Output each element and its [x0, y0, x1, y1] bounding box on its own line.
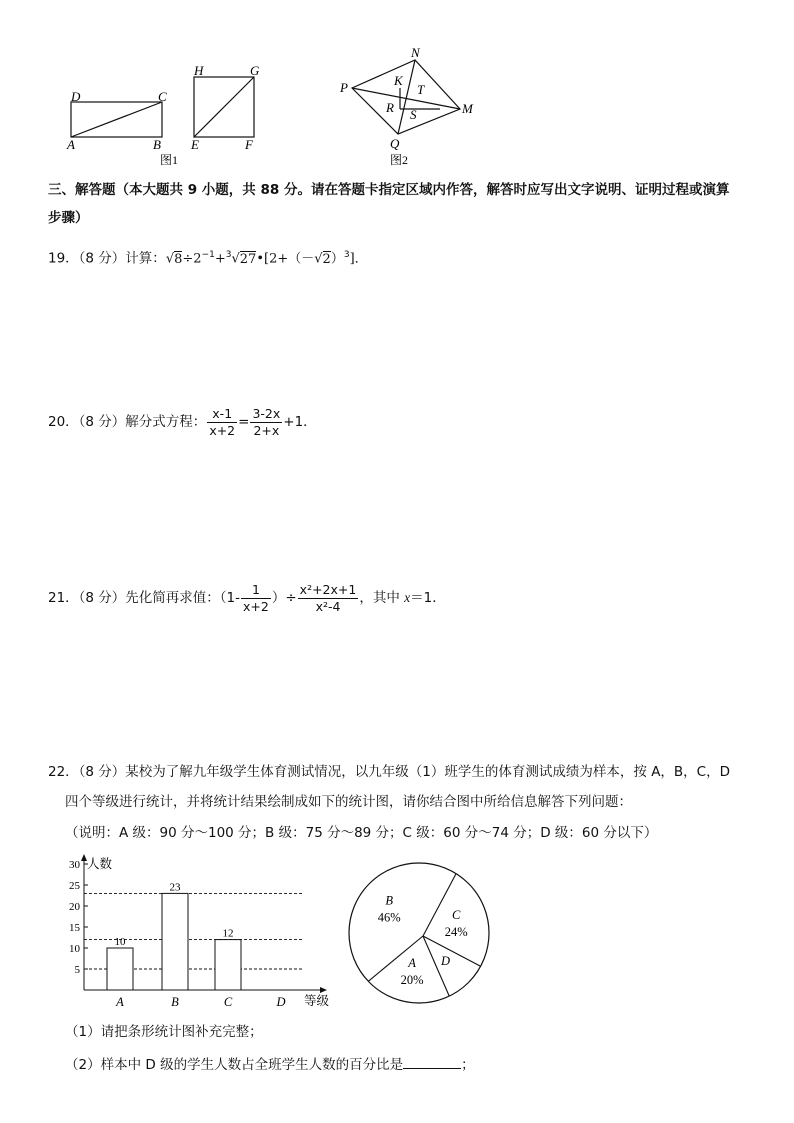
q21-var: x: [404, 590, 411, 605]
slice-percent-B: 46%: [377, 910, 401, 925]
figure-2-caption: 图2: [390, 153, 409, 167]
q19-div: ÷2: [182, 251, 202, 267]
q20-rhs-fraction: $\frac{3-2x}{2+x}$: [252, 405, 281, 438]
question-22-line2: 四个等级进行统计，并将统计结果绘制成如下的统计图，请你结合图中所给信息解答下列问题：: [65, 794, 632, 810]
figure-1-caption: 图1: [160, 153, 179, 167]
section-heading-cont: 步骤）: [48, 210, 89, 226]
q22-part2-tail: ；: [461, 1057, 475, 1073]
label-B: B: [153, 137, 161, 152]
bar-C: [215, 940, 241, 990]
slice-percent-A: 20%: [400, 972, 424, 987]
figure-1: [60, 58, 270, 168]
diagonal-ac: [71, 102, 162, 137]
category-label-C: C: [223, 995, 233, 1009]
bar-chart: [58, 853, 348, 1013]
q20-tail: +1．: [283, 414, 317, 430]
slice-label-A: A: [408, 955, 416, 970]
data-label-B: 23: [169, 881, 181, 894]
q21-fraction-2: $\frac{\text{x²+2x+1}}{\text{x²-4}}$: [299, 581, 357, 614]
q21-prefix: 21．（8 分）先化简再求值：（1-: [48, 590, 241, 606]
y-tick-label: 10: [69, 943, 80, 955]
category-label-D: D: [276, 995, 286, 1009]
section-heading: 三、解答题（本大题共 9 小题，共 88 分。请在答题卡指定区域内作答，解答时应写出文字说明、证明过程或演算: [48, 182, 730, 198]
question-20: [48, 403, 317, 443]
label-D: D: [71, 89, 81, 104]
data-label-A: 10: [114, 936, 126, 948]
q21-mid: ）÷: [271, 590, 297, 606]
data-label-C: 12: [222, 927, 234, 940]
label-R: R: [386, 100, 394, 115]
q19-prefix: 19．（8 分）计算：: [48, 250, 166, 267]
q19-end: ]．: [349, 251, 368, 267]
q19-exp1: −1: [201, 250, 215, 260]
label-K: K: [394, 73, 403, 88]
answer-blank[interactable]: [403, 1054, 461, 1069]
q20-lhs-fraction: $\frac{x-1}{x+2}$: [209, 405, 236, 438]
q21-tail-b: ＝1．: [410, 590, 446, 606]
q19-cbrt27: √27: [231, 251, 257, 267]
label-N: N: [411, 45, 420, 60]
label-F: F: [245, 137, 253, 152]
x-axis-arrow: [320, 987, 327, 993]
figure-2: [330, 44, 490, 170]
pie-chart: [344, 858, 494, 1008]
q19-bracket: •[2+（－: [256, 251, 315, 267]
slice-label-B: B: [385, 893, 393, 908]
q21-tail-a: ，其中: [359, 590, 405, 606]
y-tick-label: 15: [69, 922, 80, 934]
q19-sqrt2: √2: [314, 251, 331, 267]
q20-prefix: 20．（8 分）解分式方程：: [48, 414, 207, 430]
q19-exp3: 3: [343, 250, 350, 260]
q19-plus: +: [214, 251, 226, 267]
q22-part2-text: （2）样本中 D 级的学生人数占全班学生人数的百分比是: [65, 1057, 404, 1073]
label-E: E: [191, 137, 199, 152]
y-axis-title: 人数: [87, 857, 113, 871]
q19-close: ）: [330, 251, 344, 267]
label-S: S: [410, 107, 417, 122]
diagonal-eg: [194, 77, 254, 137]
question-22-line1: 22．（8 分）某校为了解九年级学生体育测试情况，以九年级（1）班学生的体育测试成绩为样本，按 A，B，C，D: [48, 764, 731, 780]
bar-B: [162, 893, 188, 990]
y-tick-label: 25: [69, 880, 80, 892]
label-G: G: [250, 63, 260, 78]
q21-fraction-1: $\frac{1}{x+2}$: [243, 581, 269, 614]
q19-sqrt8: √8: [165, 251, 183, 267]
q19-cbrt-index: 3: [225, 250, 232, 260]
slice-label-D: D: [441, 953, 451, 968]
slice-percent-C: 24%: [444, 925, 468, 940]
y-tick-label: 20: [69, 901, 80, 913]
label-A: A: [67, 137, 75, 152]
label-C: C: [158, 89, 167, 104]
x-axis-title: 等级: [304, 994, 330, 1008]
question-19: [48, 245, 368, 270]
label-M: M: [462, 101, 473, 116]
category-label-A: A: [116, 995, 124, 1009]
label-P: P: [340, 80, 348, 95]
label-H: H: [194, 63, 204, 78]
label-Q: Q: [390, 136, 400, 151]
slice-label-C: C: [452, 908, 461, 923]
label-T: T: [417, 82, 425, 97]
question-22-part1: （1）请把条形统计图补充完整；: [65, 1024, 263, 1040]
q20-equals: =: [238, 414, 250, 430]
question-22-part2: [65, 1054, 475, 1075]
question-21: [48, 578, 446, 620]
question-22-note: （说明：A 级：90 分～100 分；B 级：75 分～89 分；C 级：60 分～74 分；D 级：60 分以下）: [65, 825, 658, 841]
bar-A: [107, 948, 133, 990]
y-tick-label: 5: [74, 964, 80, 976]
category-label-B: B: [171, 995, 179, 1009]
y-tick-label: 30: [69, 859, 80, 871]
